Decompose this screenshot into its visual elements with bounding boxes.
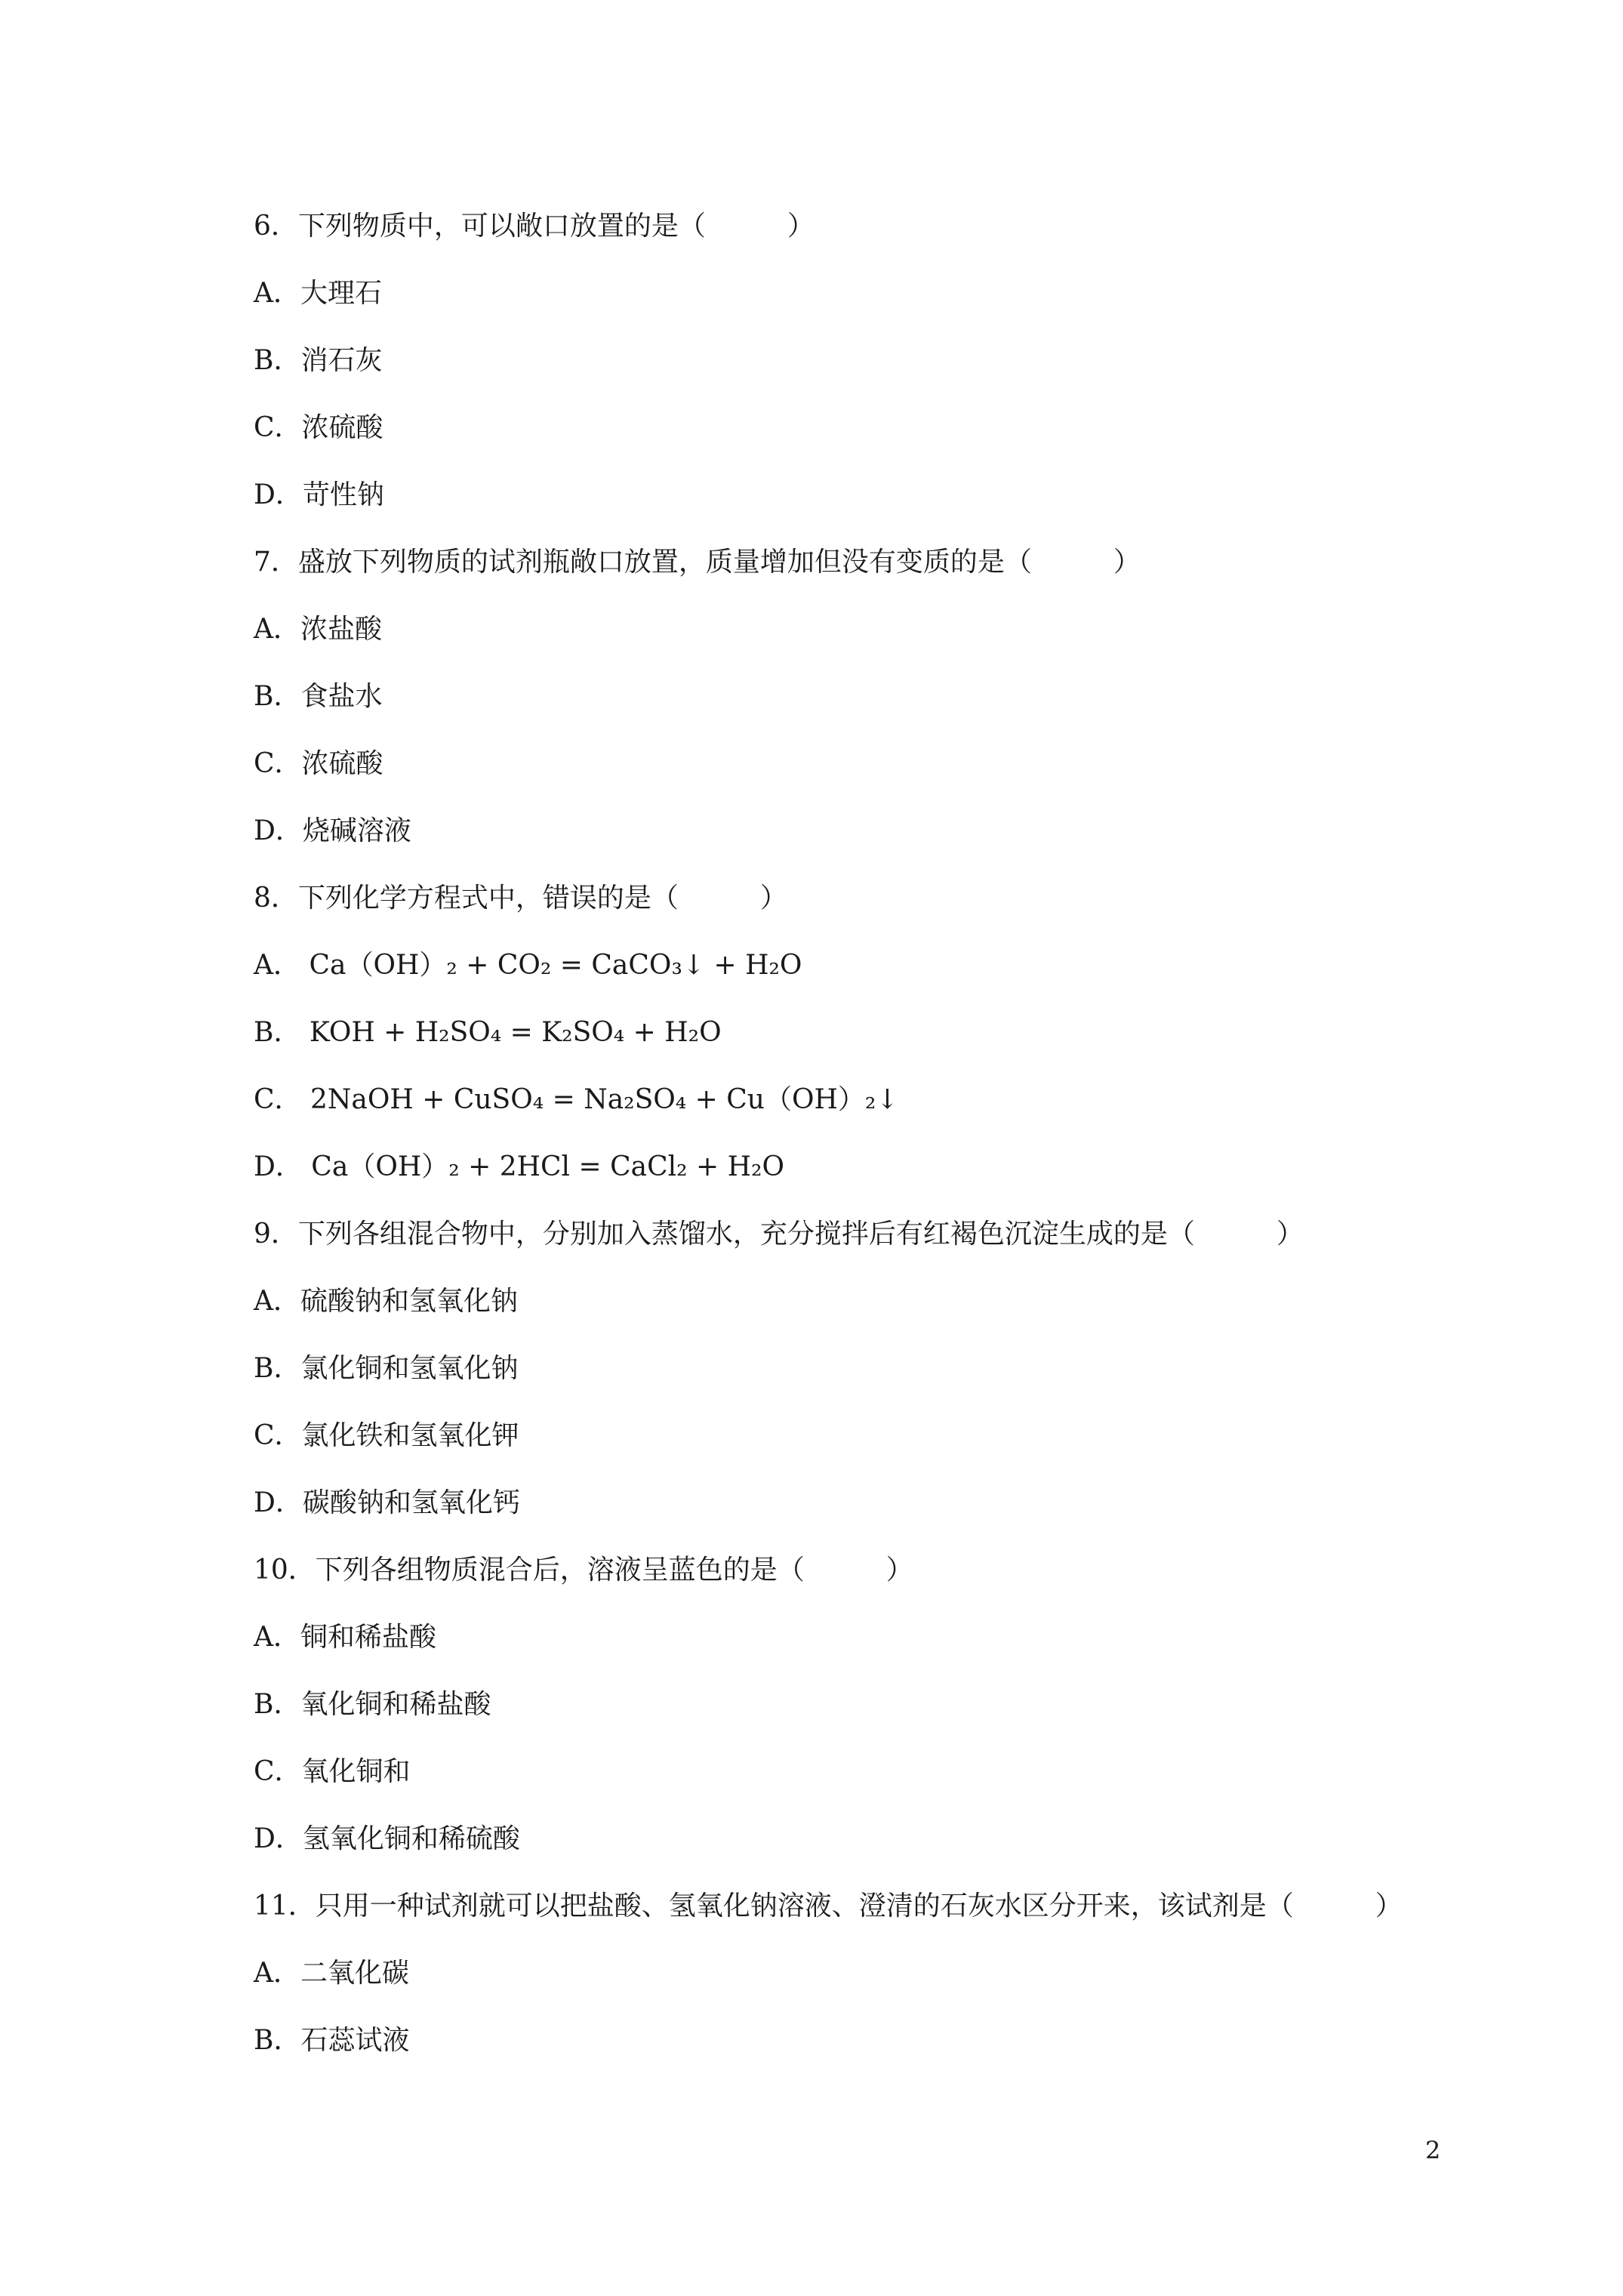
- option-c: C．浓硫酸: [254, 748, 383, 779]
- page-number: 2: [1425, 2136, 1441, 2165]
- option-d: D．氢氧化铜和稀硫酸: [254, 1823, 520, 1854]
- option-b: B．食盐水: [254, 681, 383, 712]
- question-stem: 6．下列物质中，可以敞口放置的是（ ）: [254, 211, 815, 242]
- question-stem: 9．下列各组混合物中，分别加入蒸馏水，充分搅拌后有红褐色沉淀生成的是（ ）: [254, 1219, 1304, 1250]
- option-c: C．氯化铁和氢氧化钾: [254, 1420, 519, 1451]
- option-c: C．浓硫酸: [254, 412, 383, 443]
- option-d: D．烧碱溶液: [254, 815, 411, 846]
- option-a: A．浓盐酸: [254, 614, 382, 645]
- option-b: B． KOH + H₂SO₄ = K₂SO₄ + H₂O: [254, 1017, 722, 1048]
- option-a: A． Ca（OH）₂ + CO₂ = CaCO₃↓ + H₂O: [254, 950, 802, 981]
- option-b: B．消石灰: [254, 345, 383, 376]
- option-a: A．铜和稀盐酸: [254, 1622, 436, 1653]
- option-c: C． 2NaOH + CuSO₄ = Na₂SO₄ + Cu（OH）₂↓: [254, 1084, 899, 1115]
- option-a: A．大理石: [254, 278, 382, 309]
- question-stem: 7．盛放下列物质的试剂瓶敞口放置，质量增加但没有变质的是（ ）: [254, 547, 1141, 578]
- option-b: B．石蕊试液: [254, 2025, 410, 2056]
- question-stem: 11．只用一种试剂就可以把盐酸、氢氧化钠溶液、澄清的石灰水区分开来，该试剂是（ ）: [254, 1891, 1403, 1922]
- question-stem: 8．下列化学方程式中，错误的是（ ）: [254, 883, 787, 914]
- option-d: D．苛性钠: [254, 479, 384, 510]
- option-c: C．氧化铜和: [254, 1756, 411, 1787]
- option-b: B．氧化铜和稀盐酸: [254, 1689, 491, 1720]
- option-d: D．碳酸钠和氢氧化钙: [254, 1487, 520, 1518]
- option-a: A．硫酸钠和氢氧化钠: [254, 1286, 518, 1317]
- question-stem: 10．下列各组物质混合后，溶液呈蓝色的是（ ）: [254, 1555, 913, 1586]
- option-a: A．二氧化碳: [254, 1958, 409, 1989]
- option-d: D． Ca（OH）₂ + 2HCl = CaCl₂ + H₂O: [254, 1151, 785, 1182]
- option-b: B．氯化铜和氢氧化钠: [254, 1353, 519, 1384]
